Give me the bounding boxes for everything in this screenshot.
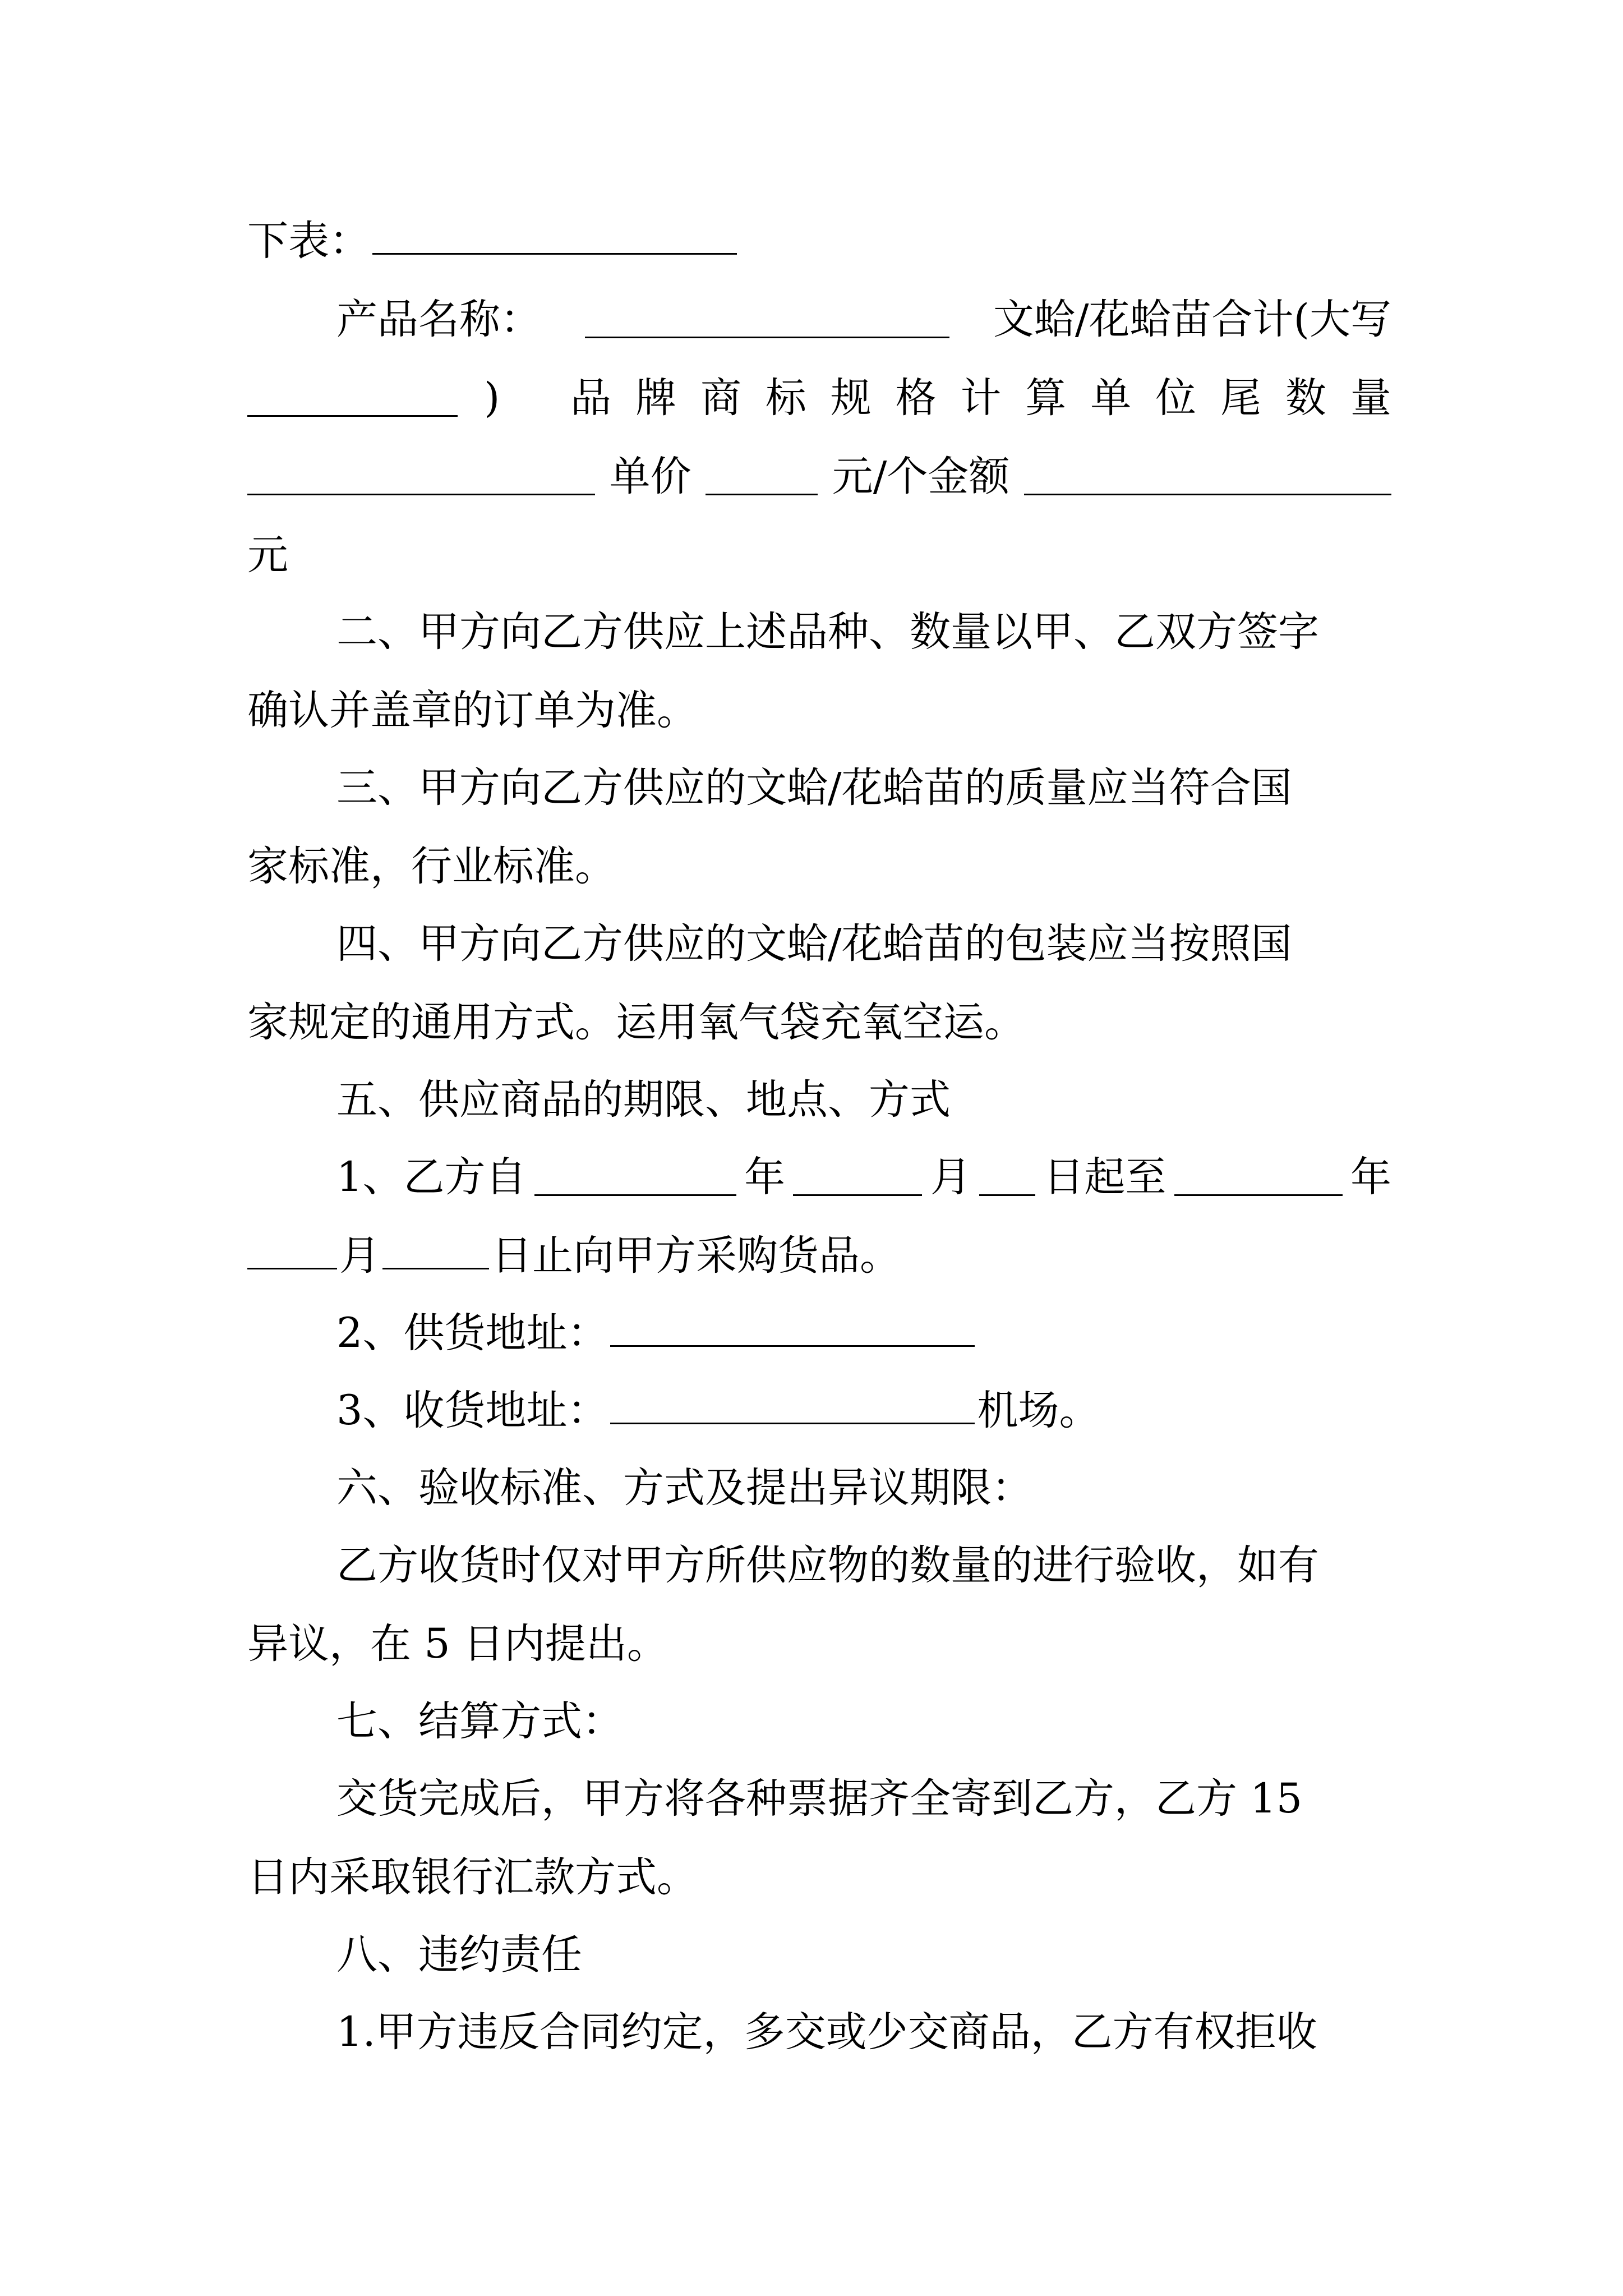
blank-field (382, 1233, 489, 1269)
line-clause-3: 三、甲方向乙方供应的文蛤/花蛤苗的质量应当符合国 (336, 764, 1292, 812)
line-settlement-cont: 日内采取银行汇款方式。 (247, 1853, 698, 1901)
blank-field (585, 302, 949, 338)
blank-field (534, 1159, 736, 1196)
line-clause-2: 二、甲方向乙方供应上述品种、数量以甲、乙双方签字 (336, 608, 1319, 656)
line-clause-4-cont: 家规定的通用方式。运用氧气袋充氧空运。 (247, 999, 1025, 1046)
line-table-intro: 下表： (247, 210, 1391, 272)
blank-field (706, 459, 818, 495)
line-supply-period-cont: 月 日止向甲方采购货品。 (247, 1225, 1391, 1287)
blank-field (610, 1310, 975, 1347)
line-brand-spec: ) 品 牌 商 标 规 格 计 算 单 位 尾 数 量 (247, 367, 1391, 429)
blank-field (372, 218, 737, 255)
line-clause-4: 四、甲方向乙方供应的文蛤/花蛤苗的包装应当按照国 (336, 920, 1292, 968)
blank-field (247, 459, 595, 495)
line-price-amount: 单价 元/个金额 (247, 446, 1391, 508)
line-clause-5: 五、供应商品的期限、地点、方式 (336, 1076, 951, 1124)
line-clause-2-cont: 确认并盖章的订单为准。 (247, 687, 698, 734)
line-clause-7: 七、结算方式： (336, 1697, 623, 1745)
line-clause-3-cont: 家标准，行业标准。 (247, 843, 616, 890)
line-settlement: 交货完成后，甲方将各种票据齐全寄到乙方，乙方 15 (336, 1775, 1303, 1823)
blank-field (247, 380, 458, 417)
line-yuan: 元 (247, 531, 288, 579)
line-clause-8: 八、违约责任 (336, 1931, 582, 1978)
line-supply-address: 2、供货地址： (336, 1303, 1391, 1364)
blank-field (979, 1159, 1035, 1196)
line-acceptance-cont: 异议，在 5 日内提出。 (247, 1620, 668, 1668)
line-product-name: 产品名称： 文蛤/花蛤苗合计(大写 (336, 296, 1391, 343)
line-acceptance: 乙方收货时仅对甲方所供应物的数量的进行验收，如有 (336, 1542, 1319, 1589)
blank-field (1024, 459, 1391, 495)
blank-field (1174, 1159, 1343, 1196)
blank-field (247, 1233, 337, 1269)
blank-field (793, 1159, 922, 1196)
blank-field (610, 1388, 975, 1424)
line-breach-1: 1.甲方违反合同约定，多交或少交商品，乙方有权拒收 (336, 2008, 1317, 2056)
line-supply-period: 1、乙方自 年 月 日起至 年 (336, 1153, 1391, 1201)
line-receive-address: 3、收货地址： 机场。 (336, 1387, 1100, 1434)
line-clause-6: 六、验收标准、方式及提出异议期限： (336, 1464, 1032, 1512)
